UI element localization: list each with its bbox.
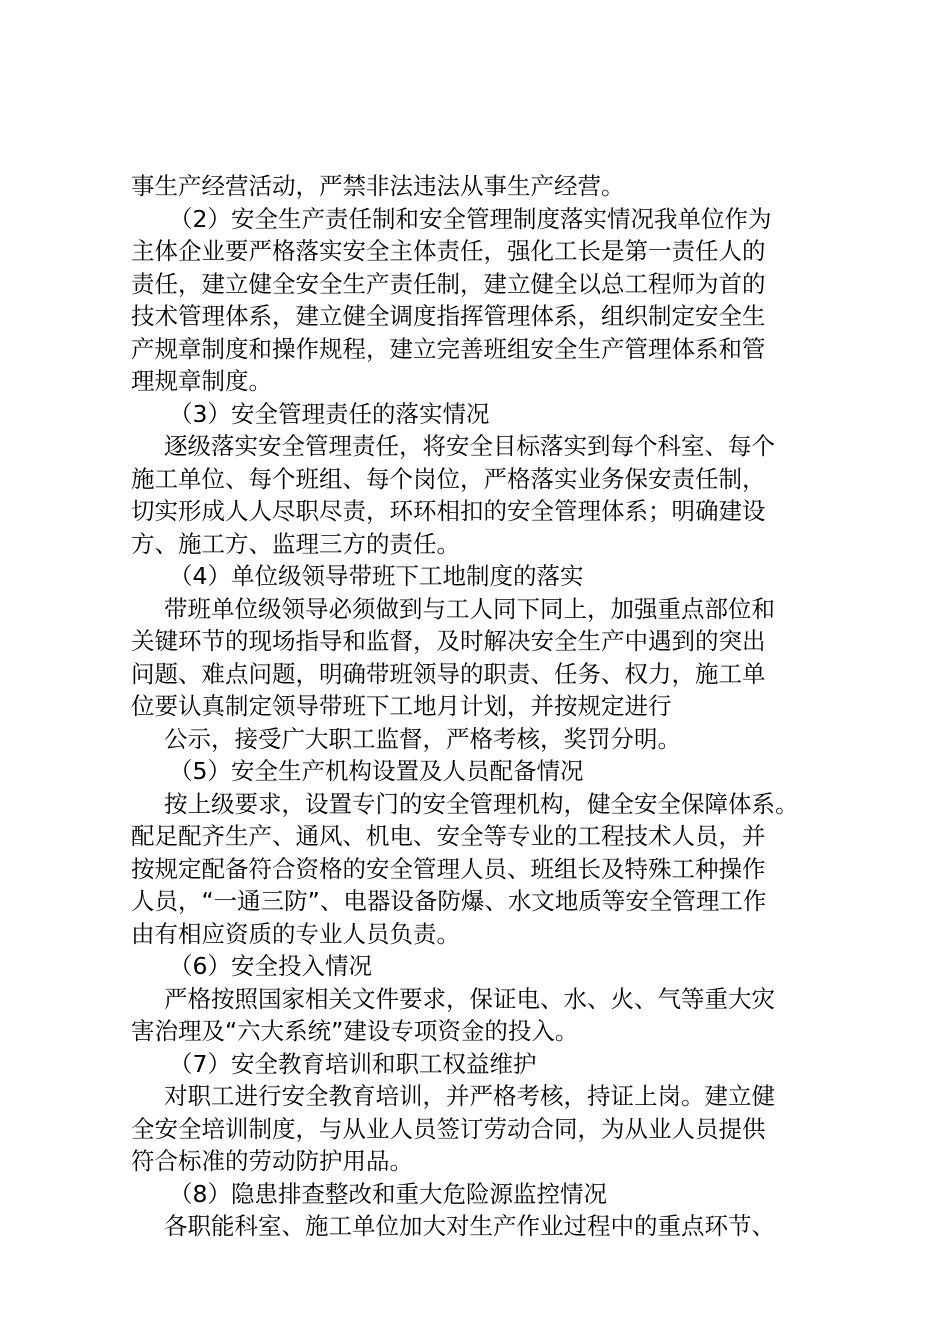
section-heading: （3）安全管理责任的落实情况 bbox=[169, 399, 490, 428]
section-heading: （2）安全生产责任制和安全管理制度落实情况我单位作为 bbox=[169, 204, 772, 233]
text-line: 事生产经营活动，严禁非法违法从事生产经营。 bbox=[131, 172, 625, 200]
paragraph-first-line: 对职工进行安全教育培训，并严格考核，持证上岗。建立健 bbox=[164, 1082, 775, 1110]
section-heading: （7）安全教育培训和职工权益维护 bbox=[169, 1049, 537, 1078]
section-heading: （4）单位级领导带班下工地制度的落实 bbox=[169, 562, 584, 590]
text-line: 由有相应资质的专业人员负责。 bbox=[131, 919, 460, 948]
text-line: 全安全培训制度，与从业人员签订劳动合同，为从业人员提供 bbox=[131, 1114, 766, 1143]
text-line: 关键环节的现场指导和监督，及时解决安全生产中遇到的突出 bbox=[131, 627, 766, 655]
text-line: 方、施工方、监理三方的责任。 bbox=[131, 529, 460, 558]
paragraph-first-line: 按上级要求，设置专门的安全管理机构，健全安全保障体系。 bbox=[164, 789, 799, 818]
document-body bbox=[131, 170, 851, 1243]
paragraph-first-line: 严格按照国家相关文件要求，保证电、水、火、气等重大灾 bbox=[164, 984, 775, 1013]
paragraph-first-line: 各职能科室、施工单位加大对生产作业过程中的重点环节、 bbox=[164, 1212, 775, 1240]
text-line: 害治理及“六大系统”建设专项资金的投入。 bbox=[131, 1017, 579, 1045]
text-line: 施工单位、每个班组、每个岗位，严格落实业务保安责任制， bbox=[131, 464, 766, 493]
text-line: 按规定配备符合资格的安全管理人员、班组长及特殊工种操作 bbox=[131, 854, 766, 883]
text-line: 问题、难点问题，明确带班领导的职责、任务、权力，施工单 bbox=[131, 659, 766, 688]
text-line: 责任，建立健全安全生产责任制，建立健全以总工程师为首的 bbox=[131, 269, 766, 298]
section-heading: （5）安全生产机构设置及人员配备情况 bbox=[169, 757, 584, 785]
section-heading: （8）隐患排查整改和重大危险源监控情况 bbox=[169, 1179, 607, 1208]
paragraph-first-line: 逐级落实安全管理责任，将安全目标落实到每个科室、每个 bbox=[164, 432, 775, 460]
text-line: 人员，“一通三防”、电器设备防爆、水文地质等安全管理工作 bbox=[131, 887, 767, 915]
paragraph-first-line: 公示，接受广大职工监督，严格考核，奖罚分明。 bbox=[164, 724, 681, 753]
text-line: 主体企业要严格落实安全主体责任，强化工长是第一责任人的 bbox=[131, 237, 766, 265]
text-line: 配足配齐生产、通风、机电、安全等专业的工程技术人员，并 bbox=[131, 822, 766, 850]
section-heading: （6）安全投入情况 bbox=[169, 952, 372, 980]
text-line: 位要认真制定领导带班下工地月计划，并按规定进行 bbox=[131, 692, 672, 720]
text-line: 切实形成人人尽职尽责，环环相扣的安全管理体系；明确建设 bbox=[131, 497, 766, 525]
paragraph-first-line: 带班单位级领导必须做到与工人同下同上，加强重点部位和 bbox=[164, 594, 775, 623]
text-line: 理规章制度。 bbox=[131, 367, 272, 395]
text-line: 技术管理体系，建立健全调度指挥管理体系，组织制定安全生 bbox=[131, 302, 766, 330]
text-line: 产规章制度和操作规程，建立完善班组安全生产管理体系和管 bbox=[131, 334, 766, 363]
text-line: 符合标准的劳动防护用品。 bbox=[131, 1147, 413, 1175]
